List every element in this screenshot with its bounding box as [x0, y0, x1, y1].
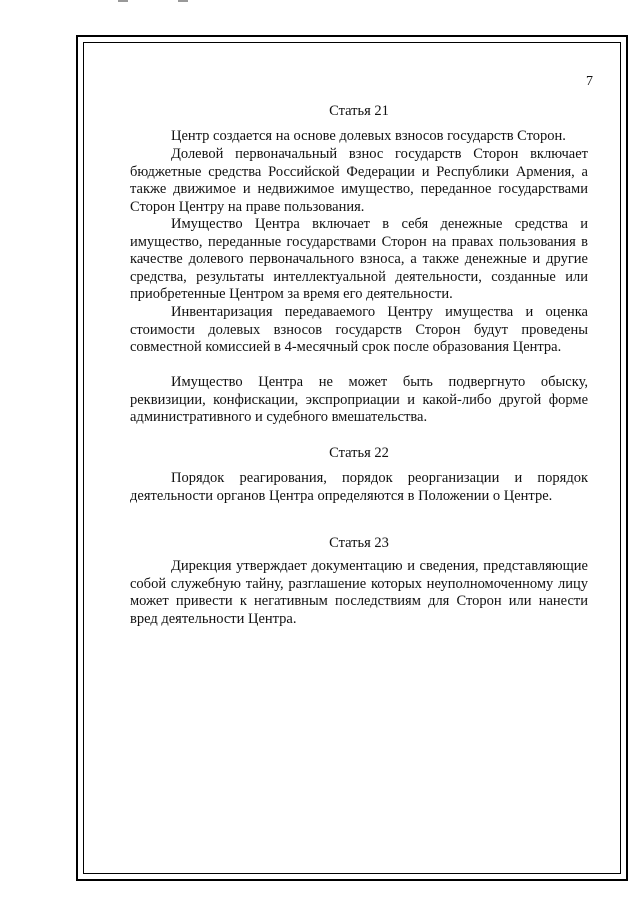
article-21-paragraph-1: Центр создается на основе долевых взносов государств Сторон.	[171, 128, 566, 144]
article-22-paragraph-1: Порядок реагирования, порядок реорганизации и порядок деятельности органов Центра определяются в Положении о Центре.	[130, 470, 588, 504]
article-23-heading: Статья 23	[329, 535, 389, 551]
article-22-heading: Статья 22	[329, 445, 389, 461]
page-number: 7	[586, 74, 593, 89]
article-21-heading: Статья 21	[329, 103, 389, 119]
article-23-paragraph-1: Дирекция утверждает документацию и сведения, представляющие собой служебную тайну, разглашение которых неуполномоченному лицу может привести к негативным последствиям для Сторон или нанести вред деятельности Центра.	[130, 558, 588, 627]
article-21-paragraph-5: Имущество Центра не может быть подвергнуто обыску, реквизиции, конфискации, экспроприации и какой-либо другой форме административного и судебного вмешательства.	[130, 374, 588, 426]
article-21-paragraph-3: Имущество Центра включает в себя денежные средства и имущество, переданные государствами Сторон на правах пользования в качестве долевого первоначального взноса, а также денежные и другие средства, результаты интеллектуальной деятельности, созданные или приобретенные Центром за время его деятельности.	[130, 216, 588, 303]
article-21-paragraph-2: Долевой первоначальный взнос государств Сторон включает бюджетные средства Российской Федерации и Республики Армения, а также движимое и недвижимое имущество, переданное государствами Сторон Центру на праве пользования.	[130, 146, 588, 215]
article-21-paragraph-4: Инвентаризация передаваемого Центру имущества и оценка стоимости долевых взносов государств Сторон будут проведены совместной комиссией в 4-месячный срок после образования Центра.	[130, 304, 588, 356]
scan-mark	[178, 0, 188, 2]
scan-mark	[118, 0, 128, 2]
